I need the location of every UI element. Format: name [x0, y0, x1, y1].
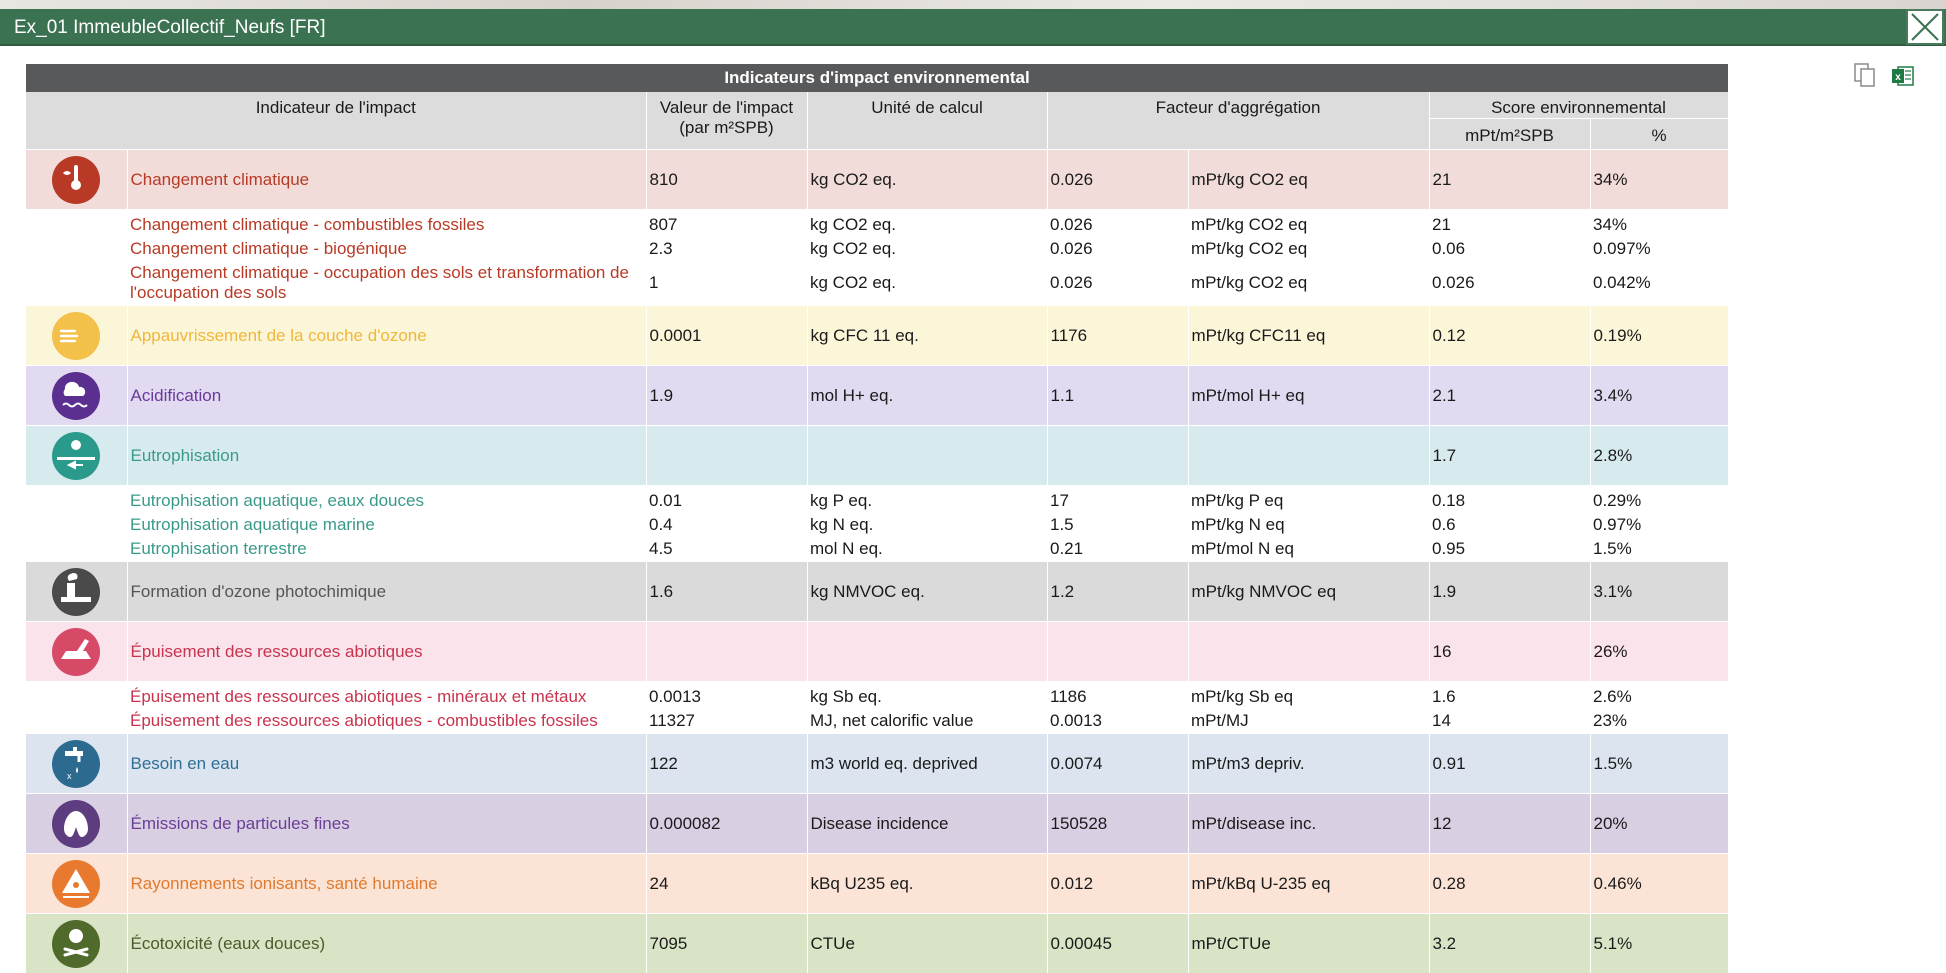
impact-value: 810: [646, 150, 807, 210]
impact-unit: MJ, net calorific value: [807, 709, 1047, 734]
impact-table-container: [26, 64, 1728, 973]
impact-row: [26, 306, 1728, 366]
window-title: Ex_01 ImmeubleCollectif_Neufs [FR]: [14, 17, 326, 38]
impact-row: [26, 854, 1728, 914]
score-percent: 0.97%: [1590, 513, 1728, 537]
impact-name: Appauvrissement de la couche d'ozone: [127, 306, 646, 366]
impact-unit: Disease incidence: [807, 794, 1047, 854]
impact-unit: kg CO2 eq.: [807, 237, 1047, 261]
score-value: 12: [1429, 794, 1590, 854]
impact-unit: kg CO2 eq.: [807, 150, 1047, 210]
impact-name: Eutrophisation terrestre: [127, 537, 646, 562]
icon-cell: [26, 709, 127, 734]
score-percent: 3.4%: [1590, 366, 1728, 426]
impact-value: 11327: [646, 709, 807, 734]
aggregation-factor: 1.2: [1047, 562, 1188, 622]
score-value: 1.6: [1429, 681, 1590, 709]
score-value: 0.91: [1429, 734, 1590, 794]
score-percent: 0.097%: [1590, 237, 1728, 261]
impact-value: 1: [646, 261, 807, 306]
impact-subrow: [26, 513, 1728, 537]
aggregation-factor: 0.026: [1047, 150, 1188, 210]
impact-unit: CTUe: [807, 914, 1047, 973]
impact-subrow: [26, 537, 1728, 562]
copy-icon[interactable]: [1854, 63, 1876, 87]
score-value: 21: [1429, 150, 1590, 210]
impact-row: [26, 914, 1728, 973]
icon-cell: [26, 914, 127, 973]
impact-value: 807: [646, 209, 807, 237]
impact-value: [646, 622, 807, 682]
score-value: 14: [1429, 709, 1590, 734]
aggregation-factor-unit: mPt/kg Sb eq: [1188, 681, 1429, 709]
window-titlebar: [0, 9, 1946, 46]
icon-cell: [26, 622, 127, 682]
score-percent: 34%: [1590, 150, 1728, 210]
aggregation-factor-unit: mPt/kg CO2 eq: [1188, 209, 1429, 237]
aggregation-factor: 0.0074: [1047, 734, 1188, 794]
impact-value: 0.01: [646, 485, 807, 513]
impact-unit: m3 world eq. deprived: [807, 734, 1047, 794]
score-percent: 3.1%: [1590, 562, 1728, 622]
aggregation-factor-unit: mPt/kg CO2 eq: [1188, 261, 1429, 306]
icon-cell: [26, 150, 127, 210]
header-score-pct: %: [1590, 119, 1728, 150]
impact-unit: kg CFC 11 eq.: [807, 306, 1047, 366]
impact-unit: kg CO2 eq.: [807, 209, 1047, 237]
icon-cell: [26, 485, 127, 513]
aggregation-factor-unit: mPt/disease inc.: [1188, 794, 1429, 854]
score-percent: 26%: [1590, 622, 1728, 682]
impact-row: [26, 426, 1728, 486]
impact-row: [26, 150, 1728, 210]
aggregation-factor-unit: mPt/mol H+ eq: [1188, 366, 1429, 426]
impact-rows: [26, 150, 1728, 973]
impact-value: [646, 426, 807, 486]
impact-unit: kg Sb eq.: [807, 681, 1047, 709]
table-banner: Indicateurs d'impact environnemental: [26, 64, 1728, 92]
score-value: 0.18: [1429, 485, 1590, 513]
score-percent: 0.29%: [1590, 485, 1728, 513]
score-value: 0.6: [1429, 513, 1590, 537]
score-percent: 5.1%: [1590, 914, 1728, 973]
impact-name: Épuisement des ressources abiotiques: [127, 622, 646, 682]
impact-unit: [807, 622, 1047, 682]
aggregation-factor: 0.026: [1047, 237, 1188, 261]
acidification-icon: [51, 371, 101, 421]
excel-export-icon[interactable]: [1892, 64, 1914, 88]
impact-value: 1.6: [646, 562, 807, 622]
impact-row: [26, 622, 1728, 682]
score-percent: 23%: [1590, 709, 1728, 734]
impact-subrow: [26, 681, 1728, 709]
photochemical-ozone-icon: [51, 567, 101, 617]
impact-name: Changement climatique - occupation des sols et transformation de l'occupation des sols: [127, 261, 646, 306]
score-value: 0.06: [1429, 237, 1590, 261]
impact-name: Eutrophisation aquatique, eaux douces: [127, 485, 646, 513]
header-indicator: Indicateur de l'impact: [26, 92, 646, 150]
impact-name: Changement climatique: [127, 150, 646, 210]
water-use-icon: [51, 739, 101, 789]
score-percent: 1.5%: [1590, 734, 1728, 794]
score-percent: 2.6%: [1590, 681, 1728, 709]
aggregation-factor-unit: mPt/kg CFC11 eq: [1188, 306, 1429, 366]
impact-name: Acidification: [127, 366, 646, 426]
abiotic-resources-icon: [51, 627, 101, 677]
aggregation-factor: 0.0013: [1047, 709, 1188, 734]
score-value: 0.28: [1429, 854, 1590, 914]
svg-text:x: x: [67, 771, 72, 781]
impact-unit: mol N eq.: [807, 537, 1047, 562]
score-percent: 2.8%: [1590, 426, 1728, 486]
impact-unit: mol H+ eq.: [807, 366, 1047, 426]
impact-name: Rayonnements ionisants, santé humaine: [127, 854, 646, 914]
score-percent: 0.042%: [1590, 261, 1728, 306]
icon-cell: [26, 734, 127, 794]
aggregation-factor-unit: mPt/kg NMVOC eq: [1188, 562, 1429, 622]
aggregation-factor-unit: [1188, 426, 1429, 486]
icon-cell: [26, 537, 127, 562]
impact-unit: kBq U235 eq.: [807, 854, 1047, 914]
icon-cell: [26, 261, 127, 306]
score-percent: 0.19%: [1590, 306, 1728, 366]
aggregation-factor: 17: [1047, 485, 1188, 513]
aggregation-factor-unit: mPt/m3 depriv.: [1188, 734, 1429, 794]
impact-value: 7095: [646, 914, 807, 973]
aggregation-factor: 0.026: [1047, 209, 1188, 237]
impact-name: Formation d'ozone photochimique: [127, 562, 646, 622]
aggregation-factor-unit: mPt/kg CO2 eq: [1188, 237, 1429, 261]
impact-name: Eutrophisation aquatique marine: [127, 513, 646, 537]
impact-row: [26, 734, 1728, 794]
icon-cell: [26, 681, 127, 709]
icon-cell: [26, 794, 127, 854]
impact-value: 0.4: [646, 513, 807, 537]
aggregation-factor-unit: mPt/kBq U-235 eq: [1188, 854, 1429, 914]
impact-value: 2.3: [646, 237, 807, 261]
impact-row: [26, 366, 1728, 426]
climate-change-icon: [51, 155, 101, 205]
impact-value: 0.0013: [646, 681, 807, 709]
score-percent: 1.5%: [1590, 537, 1728, 562]
ionising-radiation-icon: [51, 859, 101, 909]
impact-name: Épuisement des ressources abiotiques - minéraux et métaux: [127, 681, 646, 709]
icon-cell: [26, 426, 127, 486]
score-value: 3.2: [1429, 914, 1590, 973]
aggregation-factor: 0.026: [1047, 261, 1188, 306]
icon-cell: [26, 306, 127, 366]
icon-cell: [26, 562, 127, 622]
header-score: Score environnemental: [1429, 92, 1728, 119]
impact-name: Changement climatique - combustibles fossiles: [127, 209, 646, 237]
score-value: 21: [1429, 209, 1590, 237]
score-value: 0.026: [1429, 261, 1590, 306]
aggregation-factor-unit: [1188, 622, 1429, 682]
impact-subrow: [26, 237, 1728, 261]
aggregation-factor-unit: mPt/CTUe: [1188, 914, 1429, 973]
aggregation-factor: [1047, 426, 1188, 486]
icon-cell: [26, 513, 127, 537]
impact-unit: kg NMVOC eq.: [807, 562, 1047, 622]
impact-name: Besoin en eau: [127, 734, 646, 794]
eutrophication-icon: [51, 431, 101, 481]
score-value: 2.1: [1429, 366, 1590, 426]
ecotoxicity-icon: [51, 919, 101, 969]
impact-value: 122: [646, 734, 807, 794]
aggregation-factor: 0.00045: [1047, 914, 1188, 973]
aggregation-factor: 1.1: [1047, 366, 1188, 426]
icon-cell: [26, 209, 127, 237]
impact-row: [26, 794, 1728, 854]
header-score-unit: mPt/m²SPB: [1429, 119, 1590, 150]
score-value: 0.12: [1429, 306, 1590, 366]
score-percent: 34%: [1590, 209, 1728, 237]
impact-value: 0.0001: [646, 306, 807, 366]
aggregation-factor: 0.012: [1047, 854, 1188, 914]
header-unit: Unité de calcul: [807, 92, 1047, 150]
aggregation-factor: [1047, 622, 1188, 682]
ozone-depletion-icon: [51, 311, 101, 361]
icon-cell: [26, 854, 127, 914]
impact-name: Émissions de particules fines: [127, 794, 646, 854]
impact-name: Eutrophisation: [127, 426, 646, 486]
score-percent: 0.46%: [1590, 854, 1728, 914]
score-value: 0.95: [1429, 537, 1590, 562]
impact-name: Changement climatique - biogénique: [127, 237, 646, 261]
icon-cell: [26, 237, 127, 261]
impact-unit: kg CO2 eq.: [807, 261, 1047, 306]
close-button[interactable]: [1906, 9, 1944, 45]
close-icon: [1908, 11, 1942, 43]
aggregation-factor-unit: mPt/MJ: [1188, 709, 1429, 734]
impact-unit: kg P eq.: [807, 485, 1047, 513]
impact-unit: [807, 426, 1047, 486]
impact-value: 4.5: [646, 537, 807, 562]
aggregation-factor-unit: mPt/kg P eq: [1188, 485, 1429, 513]
impact-subrow: [26, 261, 1728, 306]
aggregation-factor: 150528: [1047, 794, 1188, 854]
header-value: Valeur de l'impact (par m²SPB): [646, 92, 807, 150]
impact-subrow: [26, 209, 1728, 237]
impact-table: [26, 64, 1729, 973]
aggregation-factor: 1186: [1047, 681, 1188, 709]
impact-name: Écotoxicité (eaux douces): [127, 914, 646, 973]
impact-subrow: [26, 485, 1728, 513]
impact-name: Épuisement des ressources abiotiques - combustibles fossiles: [127, 709, 646, 734]
impact-value: 0.000082: [646, 794, 807, 854]
aggregation-factor: 0.21: [1047, 537, 1188, 562]
impact-subrow: [26, 709, 1728, 734]
background-strip: [0, 0, 1946, 9]
score-value: 1.9: [1429, 562, 1590, 622]
aggregation-factor: 1.5: [1047, 513, 1188, 537]
impact-unit: kg N eq.: [807, 513, 1047, 537]
impact-row: [26, 562, 1728, 622]
aggregation-factor-unit: mPt/kg CO2 eq: [1188, 150, 1429, 210]
aggregation-factor-unit: mPt/kg N eq: [1188, 513, 1429, 537]
aggregation-factor: 1176: [1047, 306, 1188, 366]
score-value: 16: [1429, 622, 1590, 682]
score-percent: 20%: [1590, 794, 1728, 854]
impact-value: 1.9: [646, 366, 807, 426]
svg-text:x: x: [1895, 72, 1901, 83]
header-factor: Facteur d'aggrégation: [1047, 92, 1429, 150]
impact-value: 24: [646, 854, 807, 914]
aggregation-factor-unit: mPt/mol N eq: [1188, 537, 1429, 562]
score-value: 1.7: [1429, 426, 1590, 486]
particulate-matter-icon: [51, 799, 101, 849]
icon-cell: [26, 366, 127, 426]
